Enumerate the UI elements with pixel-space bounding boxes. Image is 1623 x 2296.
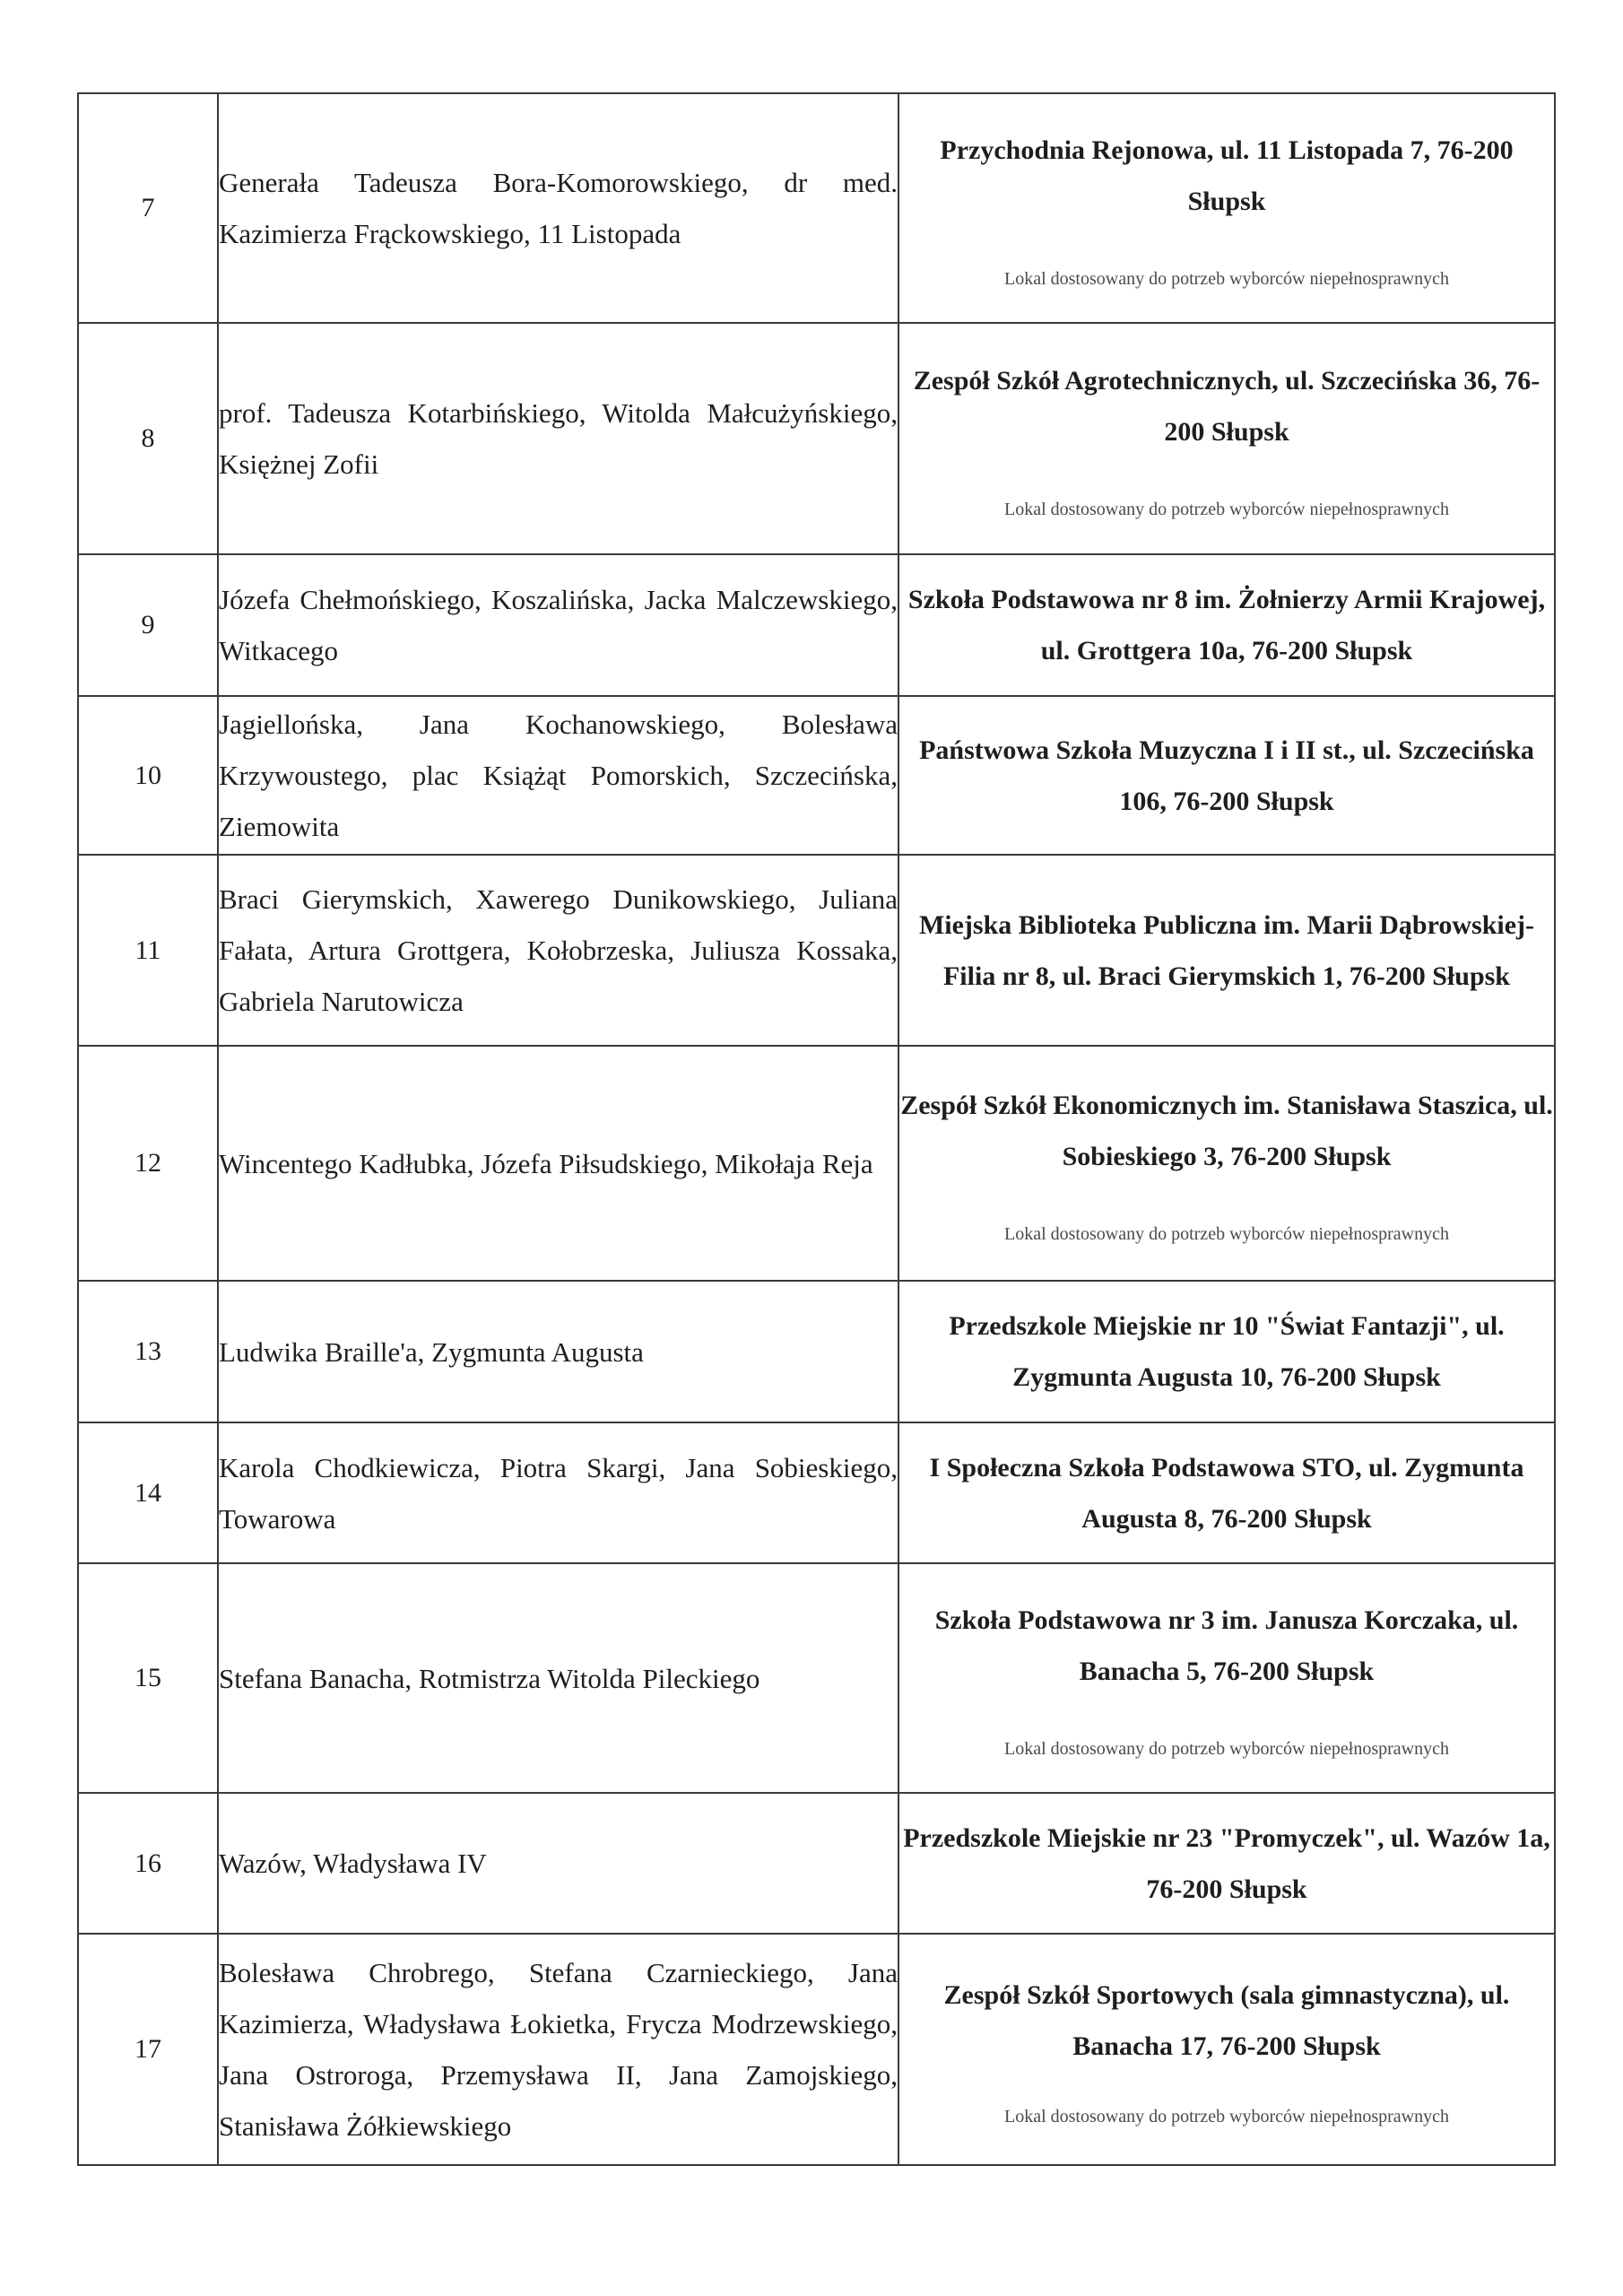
district-number: 14 <box>78 1422 218 1563</box>
polling-station-address: Szkoła Podstawowa nr 3 im. Janusza Korczaka, ul. Banacha 5, 76-200 Słupsk <box>934 1605 1519 1686</box>
polling-station-cell <box>898 323 1555 554</box>
polling-station-address: I Społeczna Szkoła Podstawowa STO, ul. Zygmunta Augusta 8, 76-200 Słupsk <box>929 1452 1524 1534</box>
district-streets: Karola Chodkiewicza, Piotra Skargi, Jana Sobieskiego, Towarowa <box>218 1422 898 1563</box>
district-streets: Ludwika Braille'a, Zygmunta Augusta <box>218 1281 898 1422</box>
polling-station-address: Przedszkole Miejskie nr 10 "Świat Fantazji", ul. Zygmunta Augusta 10, 76-200 Słupsk <box>949 1311 1505 1392</box>
polling-station-cell <box>898 1934 1555 2165</box>
district-number: 10 <box>78 696 218 855</box>
accessibility-note: Lokal dostosowany do potrzeb wyborców niepełnosprawnych <box>1004 2107 1449 2126</box>
accessibility-note: Lokal dostosowany do potrzeb wyborców niepełnosprawnych <box>1004 1739 1449 1759</box>
polling-station-cell <box>898 1422 1555 1563</box>
district-streets: Wazów, Władysława IV <box>218 1793 898 1934</box>
accessibility-note: Lokal dostosowany do potrzeb wyborców niepełnosprawnych <box>1004 1224 1449 1244</box>
table-row <box>78 323 1555 554</box>
polling-station-address: Zespół Szkół Agrotechnicznych, ul. Szczecińska 36, 76-200 Słupsk <box>913 366 1541 447</box>
district-number: 15 <box>78 1563 218 1793</box>
polling-station-cell <box>898 1281 1555 1422</box>
polling-station-cell <box>898 554 1555 696</box>
polling-station-address: Zespół Szkół Ekonomicznych im. Stanisława Staszica, ul. Sobieskiego 3, 76-200 Słupsk <box>900 1091 1553 1171</box>
table-row <box>78 1046 1555 1281</box>
district-streets: Bolesława Chrobrego, Stefana Czarnieckiego, Jana Kazimierza, Władysława Łokietka, Frycza Modrzewskiego, Jana Ostroroga, Przemysława II, Jana Zamojskiego, Stanisława Żółkiewskiego <box>218 1934 898 2165</box>
polling-station-address: Przychodnia Rejonowa, ul. 11 Listopada 7, 76-200 Słupsk <box>940 135 1514 216</box>
district-streets: Józefa Chełmońskiego, Koszalińska, Jacka Malczewskiego, Witkacego <box>218 554 898 696</box>
accessibility-note: Lokal dostosowany do potrzeb wyborców niepełnosprawnych <box>1004 269 1449 289</box>
district-streets: Jagiellońska, Jana Kochanowskiego, Bolesława Krzywoustego, plac Książąt Pomorskich, Szczecińska, Ziemowita <box>218 696 898 855</box>
table-row <box>78 1281 1555 1422</box>
district-number: 7 <box>78 93 218 323</box>
table-row <box>78 855 1555 1046</box>
table-row <box>78 1422 1555 1563</box>
district-number: 17 <box>78 1934 218 2165</box>
district-number: 8 <box>78 323 218 554</box>
district-number: 11 <box>78 855 218 1046</box>
district-streets: Generała Tadeusza Bora-Komorowskiego, dr med. Kazimierza Frąckowskiego, 11 Listopada <box>218 93 898 323</box>
district-number: 9 <box>78 554 218 696</box>
district-number: 13 <box>78 1281 218 1422</box>
polling-station-cell <box>898 1793 1555 1934</box>
table-row <box>78 1563 1555 1793</box>
table-row <box>78 696 1555 855</box>
district-streets: Braci Gierymskich, Xawerego Dunikowskiego, Juliana Fałata, Artura Grottgera, Kołobrzeska, Juliusza Kossaka, Gabriela Narutowicza <box>218 855 898 1046</box>
table-row <box>78 1934 1555 2165</box>
district-streets: Stefana Banacha, Rotmistrza Witolda Pileckiego <box>218 1563 898 1793</box>
polling-station-cell <box>898 855 1555 1046</box>
polling-station-address: Państwowa Szkoła Muzyczna I i II st., ul. Szczecińska 106, 76-200 Słupsk <box>919 735 1534 816</box>
polling-station-cell <box>898 1046 1555 1281</box>
table-row <box>78 1793 1555 1934</box>
polling-districts-table <box>77 92 1556 2166</box>
polling-station-address: Szkoła Podstawowa nr 8 im. Żołnierzy Armii Krajowej, ul. Grottgera 10a, 76-200 Słupsk <box>907 585 1546 665</box>
district-number: 12 <box>78 1046 218 1281</box>
table-row <box>78 554 1555 696</box>
polling-station-cell <box>898 1563 1555 1793</box>
district-streets: Wincentego Kadłubka, Józefa Piłsudskiego, Mikołaja Reja <box>218 1046 898 1281</box>
polling-station-cell <box>898 93 1555 323</box>
accessibility-note: Lokal dostosowany do potrzeb wyborców niepełnosprawnych <box>1004 500 1449 519</box>
polling-station-address: Zespół Szkół Sportowych (sala gimnastyczna), ul. Banacha 17, 76-200 Słupsk <box>943 1980 1510 2061</box>
polling-station-cell <box>898 696 1555 855</box>
district-streets: prof. Tadeusza Kotarbińskiego, Witolda Małcużyńskiego, Księżnej Zofii <box>218 323 898 554</box>
table-row <box>78 93 1555 323</box>
district-number: 16 <box>78 1793 218 1934</box>
polling-station-address: Miejska Biblioteka Publiczna im. Marii Dąbrowskiej-Filia nr 8, ul. Braci Gierymskich 1, 76-200 Słupsk <box>918 909 1535 991</box>
polling-station-address: Przedszkole Miejskie nr 23 "Promyczek", ul. Wazów 1a, 76-200 Słupsk <box>903 1822 1550 1904</box>
